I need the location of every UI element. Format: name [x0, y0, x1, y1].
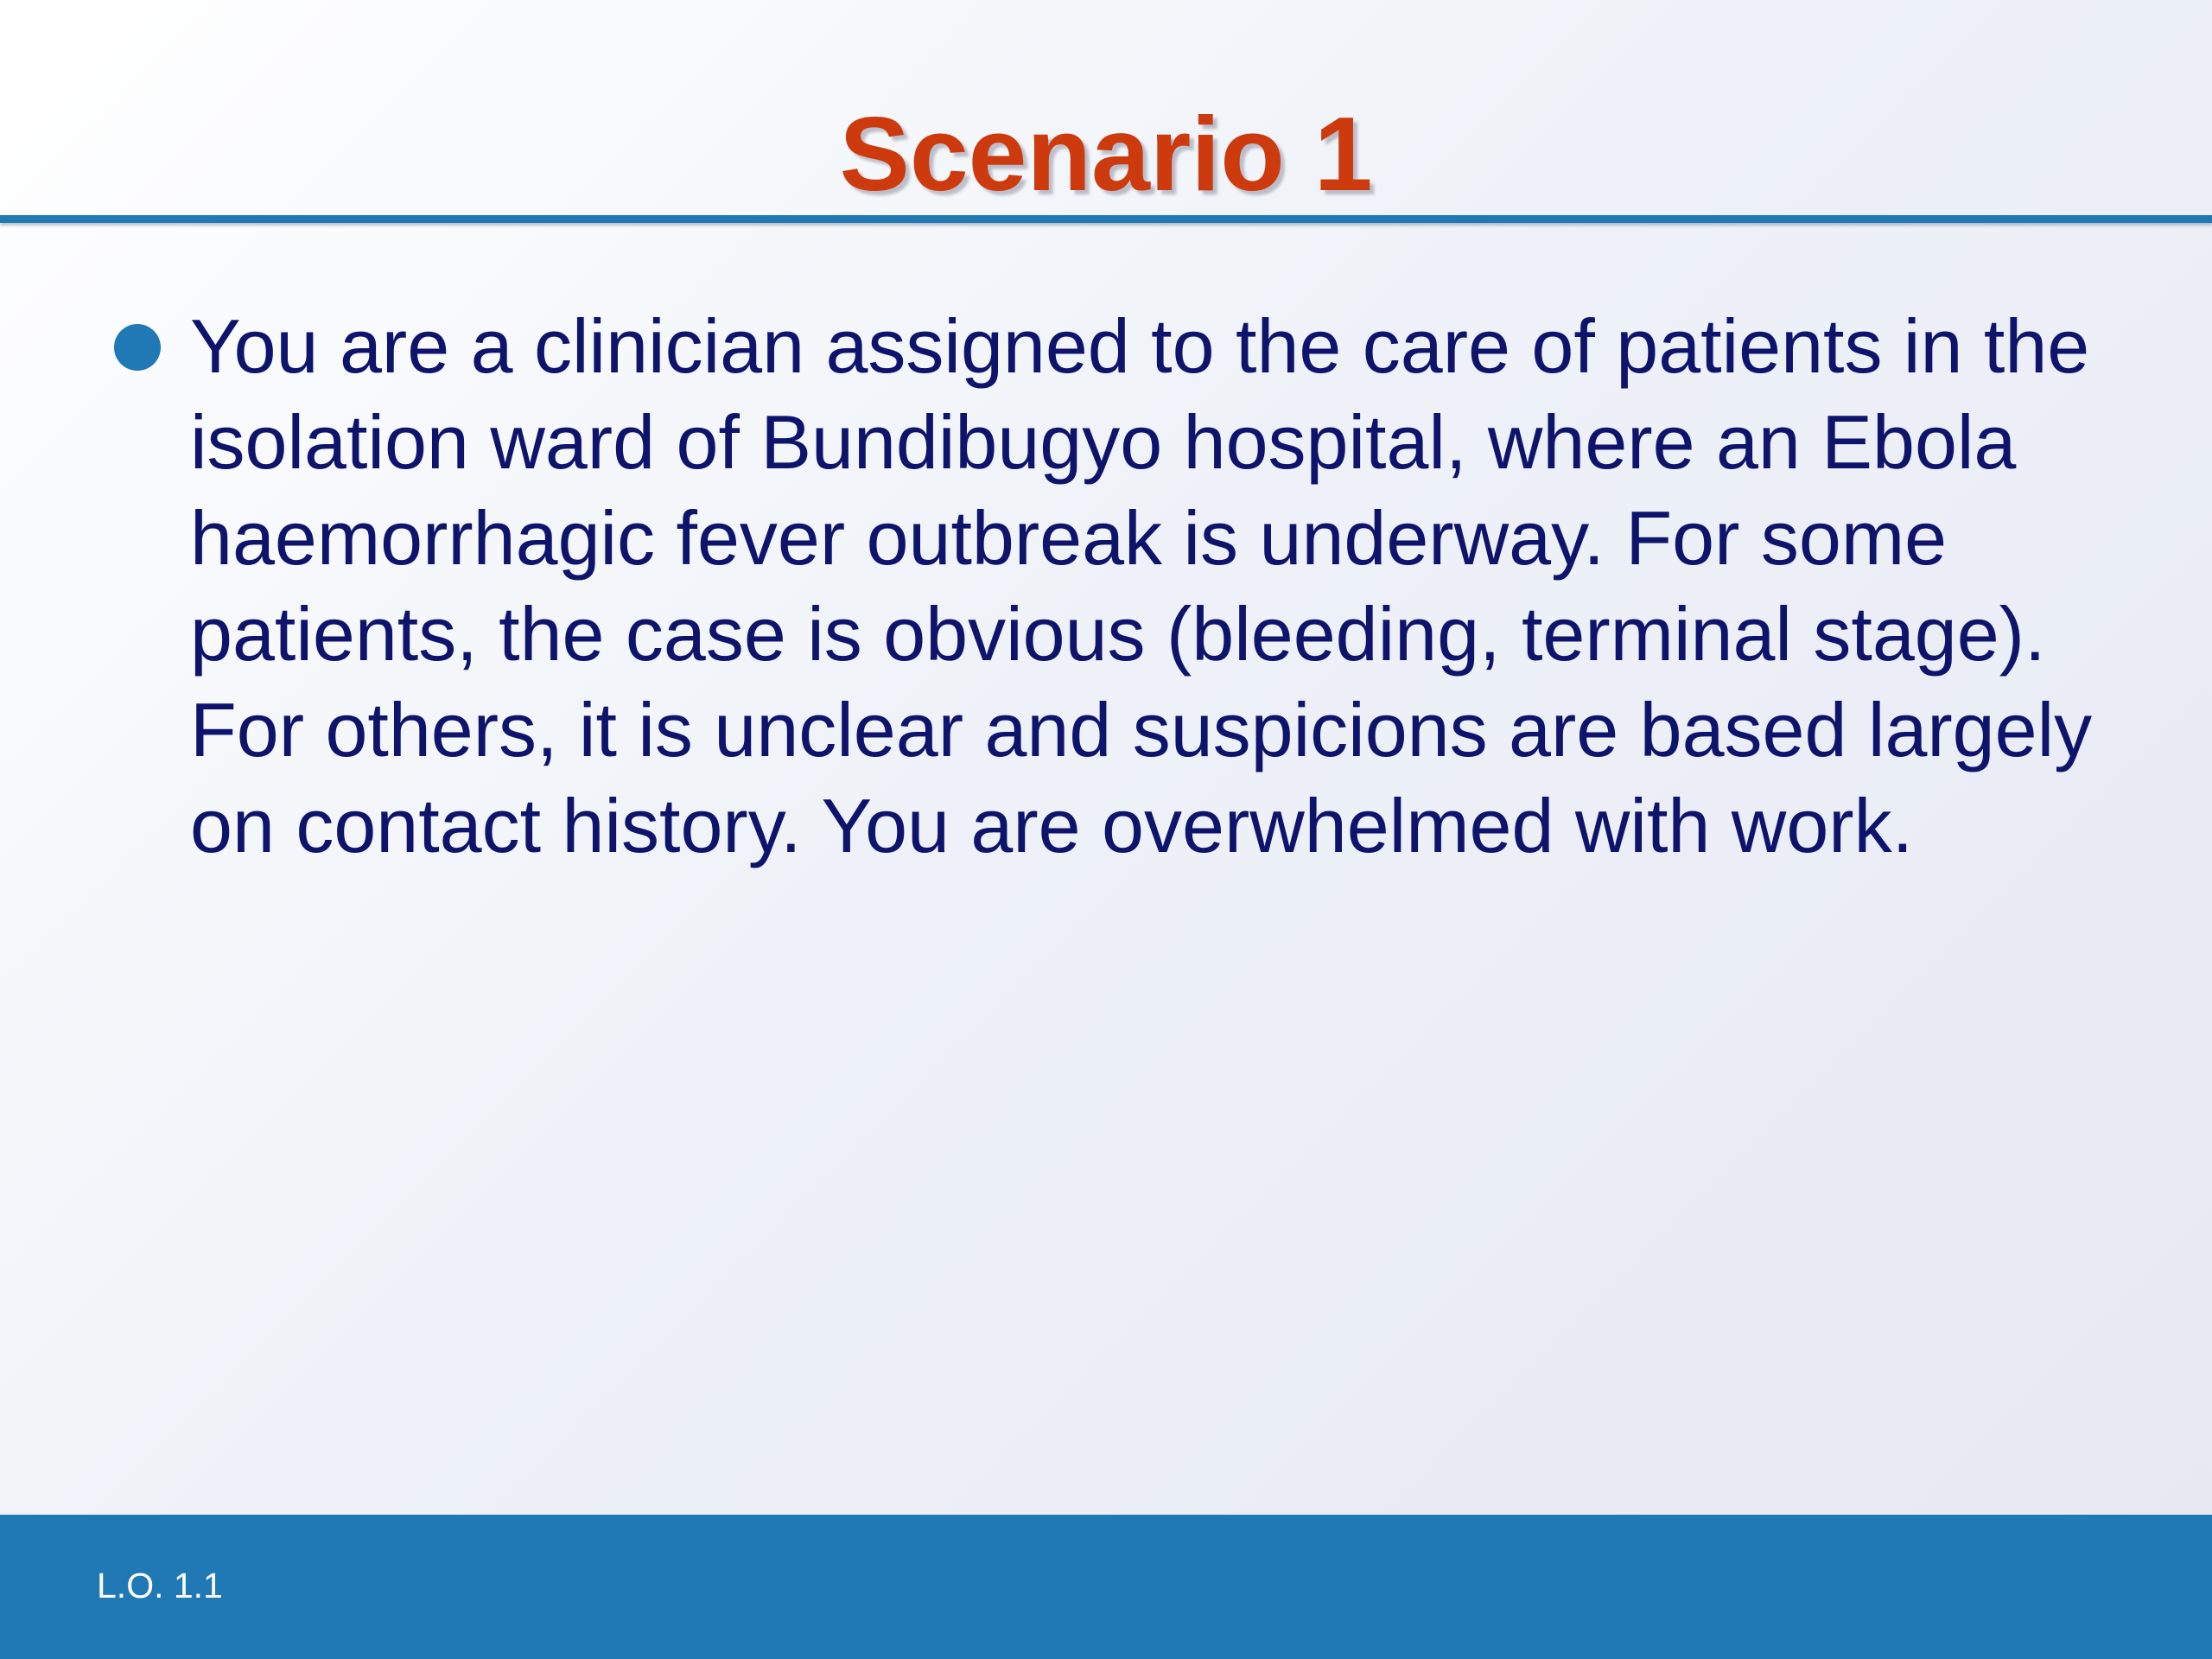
footer-label: L.O. 1.1 [97, 1566, 223, 1605]
title-divider [0, 215, 2212, 223]
bullet-text: You are a clinician assigned to the care of patients in the isolation ward of Bundibugyo hospital, where an Ebola haemorrhagic fever outbreak is underway. For some patients, the case is obvious (bleeding, terminal stage). For others, it is unclear and suspicions are based largely on contact history. You are overwhelmed with work. [190, 303, 2093, 868]
slide-title: Scenario 1 [839, 95, 1373, 213]
bullet-dot-icon [114, 324, 161, 371]
footer-bar [0, 1515, 2212, 1659]
bullet-item [111, 298, 2124, 874]
slide-content [111, 298, 2124, 874]
